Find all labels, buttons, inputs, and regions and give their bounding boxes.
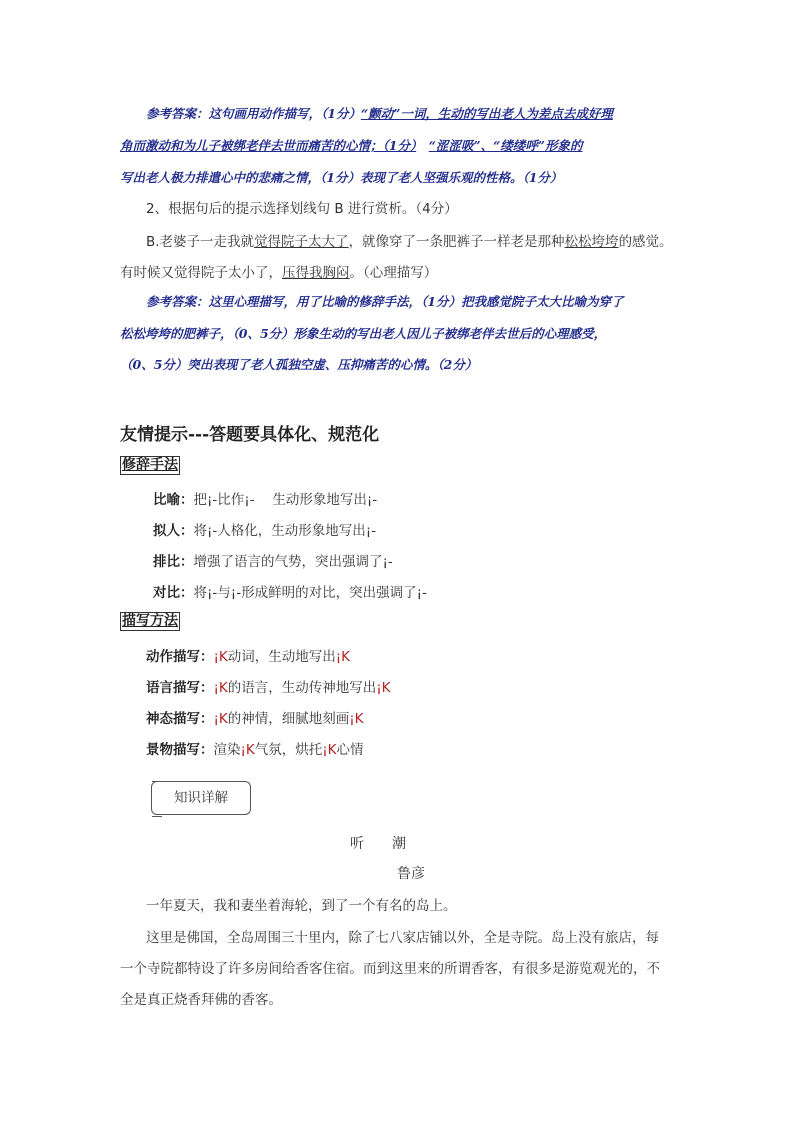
rhetoric-text: 增强了语言的气势，突出强调了¡- [193, 554, 393, 570]
description-item [146, 645, 350, 665]
sentence-b-underline3: 压得我胸闷 [282, 265, 350, 281]
placeholder-mark: ¡K [376, 680, 391, 696]
sentence-b-part4: 有时候又觉得院子太小了， [120, 265, 282, 281]
description-text: 动词，生动地写出 [227, 649, 336, 665]
description-text: 的神情，细腻地刻画 [227, 711, 350, 727]
answer1-line1-text: 参考答案：这句画用动作描写，（1分） [146, 106, 361, 121]
placeholder-mark: ¡K [213, 711, 228, 727]
placeholder-mark: ¡K [213, 649, 228, 665]
sentence-b-part2: ，就像穿了一条肥裤子一样老是那种 [348, 234, 565, 250]
placeholder-mark: ¡K [335, 649, 351, 665]
sentence-b-line1 [146, 230, 673, 250]
article-title: 听 潮 [350, 836, 406, 852]
answer2-line2: 松松垮垮的肥裤子，（0、5分）形象生动的写出老人因儿子被绑老伴去世后的心理感受， [120, 326, 607, 341]
rhetoric-label-parallelism: 排比： [153, 554, 194, 570]
rhetoric-item [153, 550, 393, 570]
answer1-line3: 写出老人极力排遣心中的悲痛之情，（1分）表现了老人坚强乐观的性格。（1分） [120, 170, 563, 185]
description-text: 的语言，生动传神地写出 [227, 680, 377, 696]
answer2-line3: （0、5分）突出表现了老人孤独空虚、压抑痛苦的心情。（2分） [120, 357, 478, 372]
sentence-b-line2 [120, 261, 437, 281]
article-paragraph-2-line2: 一个寺院都特设了许多房间给香客住宿。而到这里来的所谓香客，有很多是游览观光的，不 [120, 961, 660, 977]
placeholder-mark: ¡K [322, 742, 337, 758]
rhetoric-text: 将¡-与¡-形成鲜明的对比，突出强调了¡- [193, 585, 427, 601]
article-paragraph-2-line1: 这里是佛国，全岛周围三十里内，除了七八家店铺以外，全是寺院。岛上没有旅店，每 [146, 930, 659, 946]
question-2: 2、根据句后的提示选择划线句 B 进行赏析。（4分） [146, 201, 458, 217]
placeholder-mark: ¡K [240, 742, 255, 758]
answer2-line1: 参考答案：这里心理描写，用了比喻的修辞手法，（1分）把我感觉院子太大比喻为穿了 [146, 294, 624, 309]
answer1-line2-underlined: 角而激动和为儿子被绑老伴去世而痛苦的心情；（1分） [120, 138, 417, 153]
answer1-line2 [120, 136, 582, 154]
sentence-b-part5: 。（心理描写） [349, 265, 438, 281]
rhetoric-label-metaphor: 比喻： [153, 492, 194, 508]
description-heading: 描写方法 [122, 613, 178, 629]
rhetoric-item [153, 581, 427, 601]
answer1-line1-underlined: “颤动”一词，生动的写出老人为差点去成好理 [360, 106, 613, 121]
answer1-line2-underlined-2: “涩涩吸”、“缕缕呼”形象的 [428, 138, 583, 153]
description-text: 气氛，烘托 [254, 742, 323, 758]
article-paragraph-1: 一年夏天，我和妻坐着海轮，到了一个有名的岛上。 [146, 898, 457, 914]
description-label-scenery: 景物描写： [146, 742, 214, 758]
sentence-b-part1: B.老婆子一走我就 [146, 234, 255, 250]
rhetoric-item [153, 488, 377, 508]
knowledge-box-label: 知识详解 [174, 790, 228, 806]
sentence-b-underline1: 觉得院子太大了 [254, 234, 349, 250]
rhetoric-item [153, 519, 376, 539]
placeholder-mark: ¡K [349, 711, 364, 727]
rhetoric-label-personification: 拟人： [153, 523, 194, 539]
rhetoric-text: 把¡-比作¡- 生动形象地写出¡- [193, 492, 378, 508]
rhetoric-label-contrast: 对比： [153, 585, 194, 601]
answer1-line1 [146, 104, 613, 122]
description-text: 渲染 [213, 742, 241, 758]
description-item [146, 707, 364, 727]
rhetoric-text: 将¡-人格化，生动形象地写出¡- [193, 523, 377, 539]
article-paragraph-2-line3: 全是真正烧香拜佛的香客。 [120, 992, 282, 1008]
tip-title: 友情提示---答题要具体化、规范化 [120, 425, 380, 445]
description-text: 心情 [336, 742, 364, 758]
sentence-b-underline2: 松松垮垮 [564, 234, 619, 250]
description-label-action: 动作描写： [146, 649, 214, 665]
article-author: 鲁彦 [397, 866, 425, 882]
rhetoric-heading: 修辞手法 [122, 457, 178, 473]
description-item [146, 738, 364, 758]
placeholder-mark: ¡K [213, 680, 228, 696]
sentence-b-part3: 的感觉。 [618, 234, 673, 250]
description-label-expression: 神态描写： [146, 711, 214, 727]
description-item [146, 676, 391, 696]
description-label-language: 语言描写： [146, 680, 214, 696]
